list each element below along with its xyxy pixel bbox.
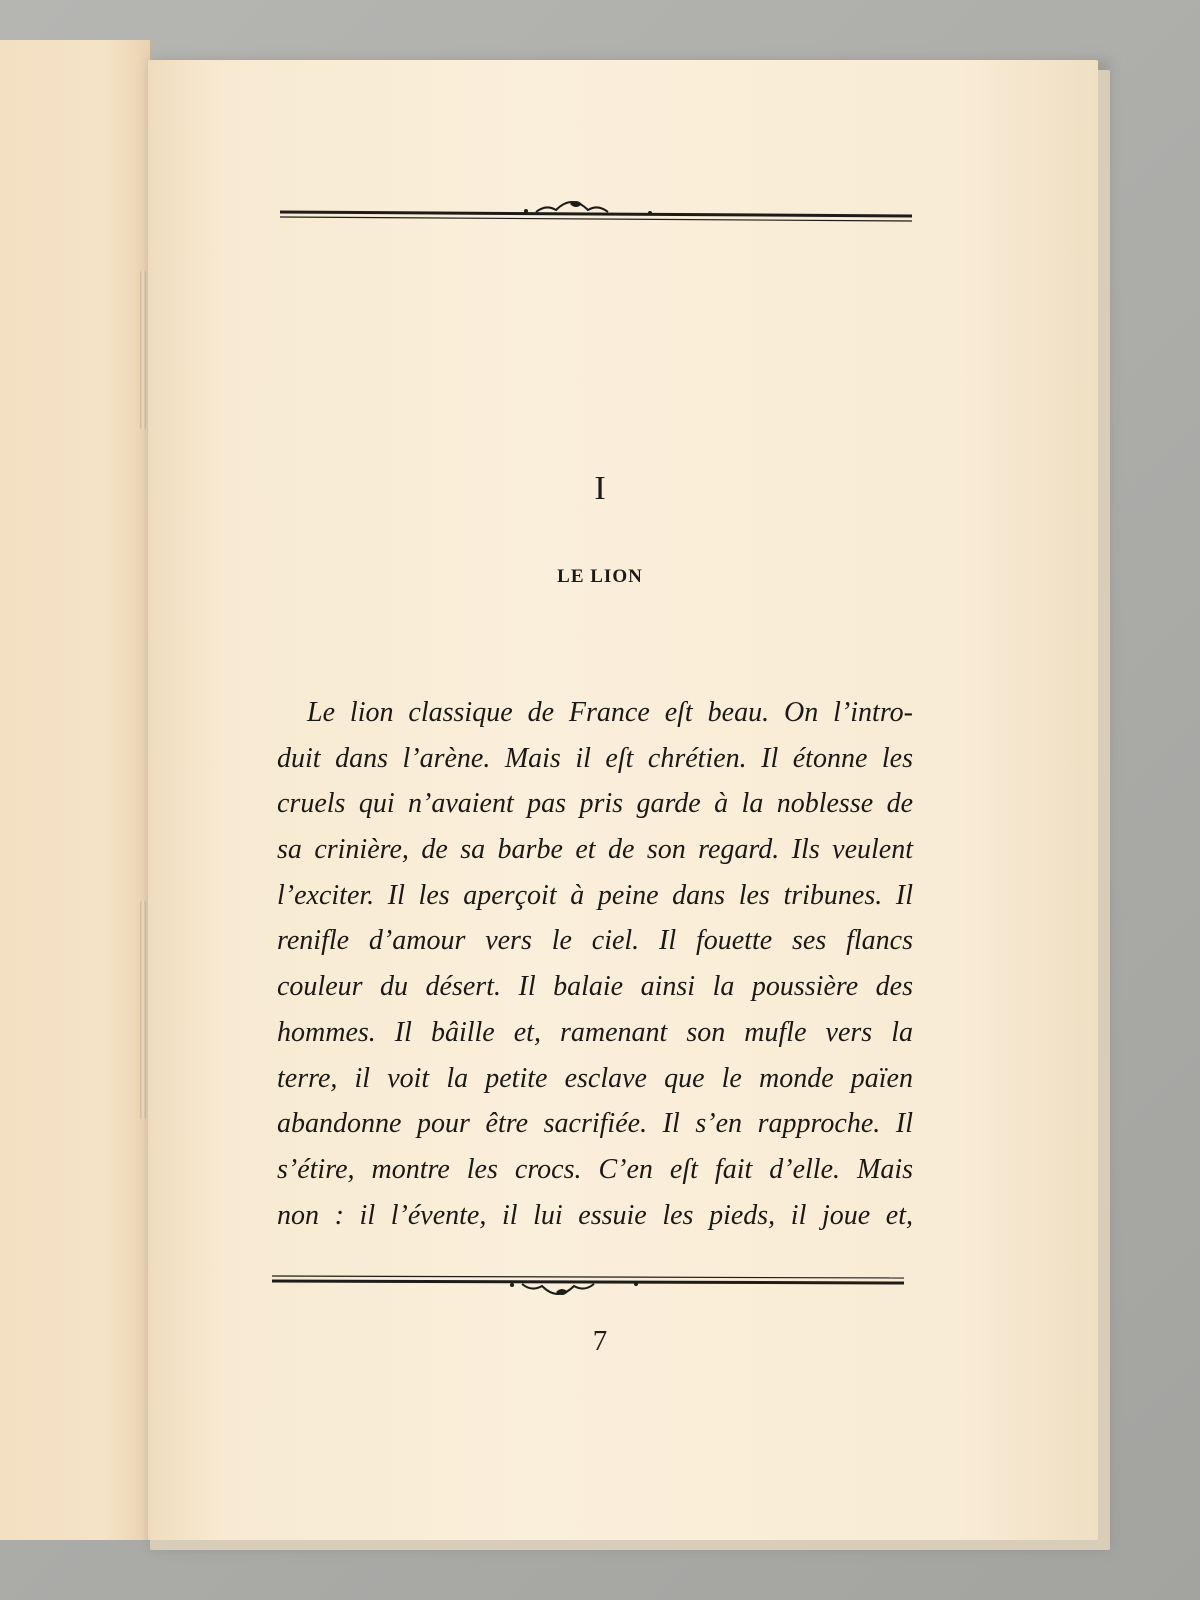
body-line: duit dans l’arène. Mais il eſt chrétien. Il étonne les (277, 742, 913, 774)
body-line: s’étire, montre les crocs. C’en eſt fait d’elle. Mais (277, 1153, 913, 1185)
chapter-number: I (594, 470, 606, 507)
body-line: Le lion classique de France eſt beau. On l’intro- (307, 697, 913, 728)
body-line: couleur du désert. Il balaie ainsi la poussière des (277, 971, 913, 1003)
body-line: cruels qui n’avaient pas pris garde à la noblesse de (277, 788, 913, 820)
body-line: l’exciter. Il les aperçoit à peine dans les tribunes. Il (277, 879, 913, 911)
binding-thread-top (140, 270, 146, 430)
body-line: hommes. Il bâille et, ramenant son mufle vers la (277, 1016, 913, 1048)
header-ornament-rule (280, 198, 912, 224)
left-page (0, 40, 151, 1540)
body-line: abandonne pour être sacrifiée. Il s’en rapproche. Il (277, 1108, 913, 1140)
body-line: renifle d’amour vers le ciel. Il fouette ses flancs (277, 925, 913, 957)
body-line: terre, il voit la petite esclave que le monde païen (277, 1062, 913, 1094)
binding-thread-bottom (140, 900, 146, 1120)
chapter-body (277, 690, 913, 1238)
body-line: sa crinière, de sa barbe et de son regard. Ils veulent (277, 834, 913, 866)
footer-ornament-rule (272, 1272, 904, 1298)
page-number: 7 (592, 1325, 608, 1357)
chapter-title: LE LION (557, 566, 643, 587)
body-line: non : il l’évente, il lui essuie les pieds, il joue et, (277, 1199, 913, 1231)
